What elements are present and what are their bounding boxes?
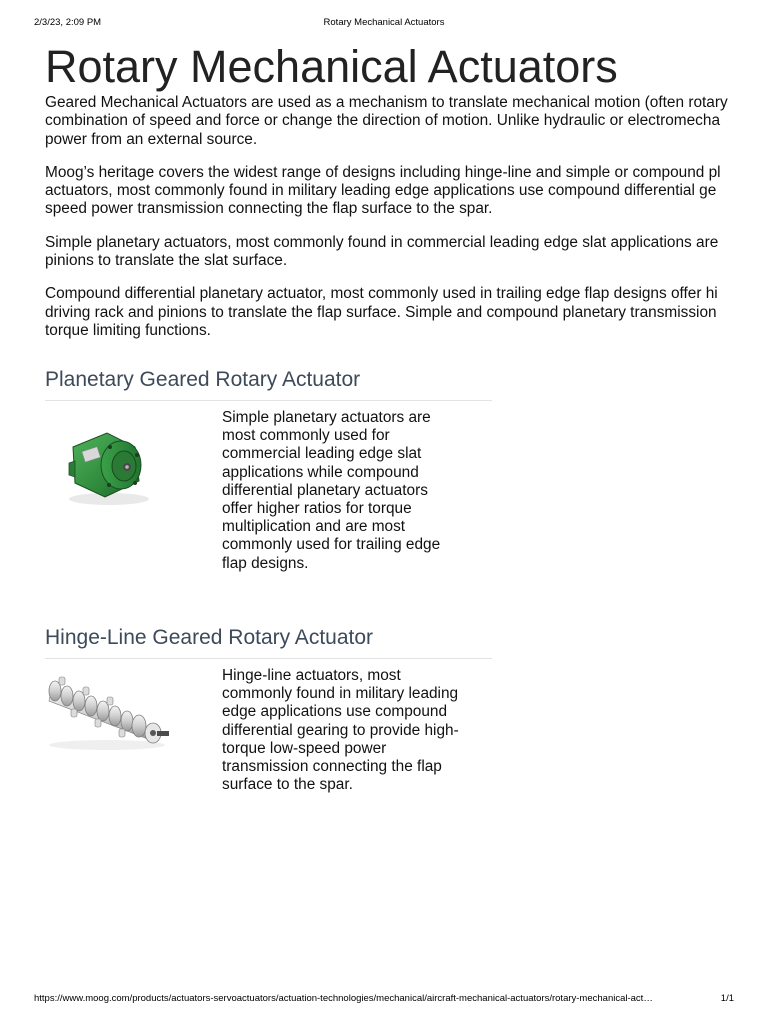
print-footer: [34, 993, 734, 1005]
section-row: [45, 401, 492, 581]
intro-text: [45, 94, 768, 340]
print-header-title: Rotary Mechanical Actuators: [323, 17, 445, 28]
section-planetary-actuator: [45, 366, 492, 581]
section-heading: Hinge-Line Geared Rotary Actuator: [45, 624, 492, 659]
page-title: Rotary Mechanical Actuators: [45, 41, 618, 92]
section-heading: Planetary Geared Rotary Actuator: [45, 366, 492, 401]
print-header: [34, 17, 734, 31]
print-datetime: 2/3/23, 2:09 PM: [34, 17, 102, 28]
green-planetary-actuator-image: [45, 411, 175, 511]
section-hinge-line-actuator: [45, 624, 492, 839]
section-row: [45, 659, 492, 839]
page-number: 1/1: [720, 993, 734, 1004]
intro-paragraph-4: Compound differential planetary actuator, most commonly used in trailing edge flap designs offer hi driving rack and pinions to translate the flap surface. Simple and compound planetary transmission torque limiting functions.: [45, 285, 718, 339]
hinge-line-actuator-image: [45, 669, 175, 769]
page-url: https://www.moog.com/products/actuators-servoactuators/actuation-technologies/mechanical/aircraft-mechanical-actuators/rotary-mechanical-act…: [34, 993, 653, 1004]
intro-paragraph-1: Geared Mechanical Actuators are used as a mechanism to translate mechanical motion (often rotary combination of speed and force or change the direction of motion. Unlike hydraulic or electromecha power from an external source.: [45, 94, 728, 148]
section-description: Simple planetary actuators are most commonly used for commercial leading edge slat applications while compound differential planetary actuators offer higher ratios for torque multiplication and are most commonly used for trailing edge flap designs.: [222, 409, 441, 572]
intro-paragraph-3: Simple planetary actuators, most commonly found in commercial leading edge slat applications are pinions to translate the slat surface.: [45, 233, 719, 270]
main-content: [45, 40, 768, 355]
section-description: Hinge-line actuators, most commonly found in military leading edge applications use compound differential gearing to provide high- torque low-speed power transmission connecting the flap surface to the spar.: [222, 667, 459, 794]
intro-paragraph-2: Moog’s heritage covers the widest range of designs including hinge-line and simple or compound pl actuators, most commonly found in military leading edge applications use compound differential ge speed power transmission connecting the flap surface to the spar.: [45, 163, 721, 218]
